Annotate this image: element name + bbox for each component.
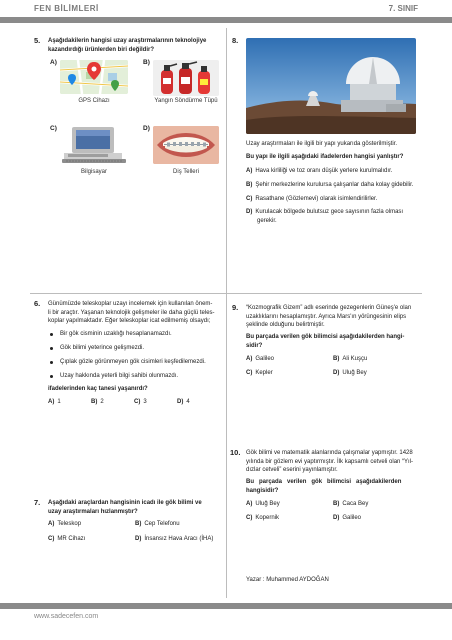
q9-question-line2: sidir? bbox=[246, 342, 263, 349]
gps-map-icon[interactable] bbox=[60, 60, 128, 94]
q6-option-a[interactable]: A) 1 bbox=[48, 399, 61, 405]
q6-bullet-4: Uzay hakkında yeterli bilgi sahibi olunmazdı. bbox=[60, 373, 178, 379]
footer-band bbox=[0, 603, 452, 609]
q10-stem-line2: yılında bir gözlem evi yaptırmıştır. İlk kapsamlı cetveli olan “Yıl- bbox=[246, 458, 414, 465]
q8-option-c[interactable] bbox=[246, 196, 377, 202]
q7-option-b[interactable]: B) Cep Telefonu bbox=[135, 521, 180, 527]
q5-stem-line2: kazandırdığı ürünlerden biri değildir? bbox=[48, 46, 155, 53]
q6-bullet-3: Çıplak gözle görünmeyen gök cisimleri keşfedilemezdi. bbox=[60, 359, 206, 365]
q7-option-c[interactable]: C) MR Cihazı bbox=[48, 536, 86, 542]
q9-option-a[interactable]: A) Galileo bbox=[246, 356, 275, 362]
q6-bullet-2: Gök bilimi yeterince gelişmezdi. bbox=[60, 345, 144, 351]
section-divider bbox=[30, 293, 422, 294]
page-header bbox=[0, 0, 452, 28]
q8-question: Bu yapı ile ilgili aşağıdaki ifadelerden hangisi yanlıştır? bbox=[246, 154, 404, 160]
bullet-dot bbox=[50, 361, 53, 364]
q6-number: 6. bbox=[34, 299, 41, 308]
q9-stem-line1: “Kozmografik Gizem” adlı eserinde gezegenlerin Güneş'e olan bbox=[246, 305, 412, 311]
grade-label: 7. SINIF bbox=[388, 4, 418, 13]
q10-stem-line3: dızlar cetveli” eserini yayınlamıştır. bbox=[246, 467, 338, 473]
q6-question: ifadelerinden kaç tanesi yaşanırdı? bbox=[48, 386, 148, 392]
q10-option-a[interactable]: A) Uluğ Bey bbox=[246, 501, 280, 507]
q10-number: 10. bbox=[230, 448, 241, 457]
q9-question-line1: Bu parçada verilen gök bilimcisi aşağıdakilerden hangi- bbox=[246, 334, 405, 340]
q9-option-c[interactable]: C) Kepler bbox=[246, 370, 273, 376]
q8-option-b-letter: B) bbox=[246, 182, 253, 188]
footer-url[interactable]: www.sadecefen.com bbox=[34, 613, 99, 620]
q8-option-d-text-cont: gerekir. bbox=[257, 218, 277, 224]
q8-number: 8. bbox=[232, 36, 239, 45]
q7-stem-line2: uzay araştırmaları hızlanmıştır? bbox=[48, 508, 138, 515]
q5-option-c-letter: C) bbox=[50, 125, 57, 132]
q8-option-a-text: Hava kirliliği ve toz oranı düşük yerlere kurulmalıdır. bbox=[255, 168, 393, 174]
q10-stem-line1: Gök bilimi ve matematik alanlarında çalışmalar yapmıştır. 1428 bbox=[246, 450, 413, 456]
author-credit: Yazar : Muhammed AYDOĞAN bbox=[246, 577, 329, 583]
q5-option-a-letter: A) bbox=[50, 59, 57, 66]
q8-option-b-text: Şehir merkezlerine kurulursa çalışanlar daha kolay gidebilir. bbox=[255, 182, 414, 188]
column-divider bbox=[226, 28, 227, 598]
q9-option-b[interactable]: B) Ali Kuşçu bbox=[333, 356, 368, 362]
q10-option-c[interactable]: C) Kopernik bbox=[246, 515, 280, 521]
bullet-dot bbox=[50, 347, 53, 350]
q5-option-b-letter: B) bbox=[143, 59, 150, 66]
q7-option-d[interactable]: D) İnsansız Hava Aracı (İHA) bbox=[135, 536, 214, 542]
q6-stem-line1: Günümüzde teleskoplar uzayı incelemek için kullanılan önem- bbox=[48, 301, 213, 307]
q8-option-b[interactable] bbox=[246, 182, 413, 188]
bullet-dot bbox=[50, 333, 53, 336]
q9-stem-line3: şeklinde olduğunu belirtmiştir. bbox=[246, 322, 325, 328]
subject-title: FEN BİLİMLERİ bbox=[34, 4, 99, 13]
q8-option-a[interactable] bbox=[246, 168, 392, 174]
q5-option-c-caption: Bilgisayar bbox=[80, 169, 107, 175]
q5-number: 5. bbox=[34, 36, 41, 45]
q9-option-d[interactable]: D) Uluğ Bey bbox=[333, 370, 367, 376]
q6-option-b[interactable]: B) 2 bbox=[91, 399, 104, 405]
q8-caption: Uzay araştırmaları ile ilgili bir yapı yukarıda gösterilmiştir. bbox=[246, 141, 398, 147]
fire-extinguisher-icon[interactable] bbox=[153, 60, 219, 96]
q6-stem-line2: li bir araçtır. Yaşanan teknolojik gelişmeler ile daha güçlü teles- bbox=[48, 309, 215, 316]
observatory-photo bbox=[246, 38, 416, 134]
q6-option-d[interactable]: D) 4 bbox=[177, 399, 190, 405]
q6-stem-line3: koplar yapılmaktadır. Eğer teleskoplar icat edilmemiş olsaydı; bbox=[48, 318, 211, 324]
q8-option-c-text: Rasathane (Gözlemevi) olarak isimlendirilirler. bbox=[255, 196, 378, 202]
computer-icon[interactable] bbox=[60, 126, 128, 164]
q10-question-line1: Bu parçada verilen gök bilimcisi aşağıdakilerden bbox=[246, 479, 402, 485]
q7-stem-line1: Aşağıdaki araçlardan hangisinin icadı ile gök bilimi ve bbox=[48, 500, 202, 506]
q8-option-a-letter: A) bbox=[246, 168, 253, 174]
q10-option-b[interactable]: B) Caca Bey bbox=[333, 501, 369, 507]
q9-stem-line2: uzaklıklarını hesaplamıştır. Ayrıca Mars'ın yörüngesinin elips bbox=[246, 313, 407, 320]
q5-option-b-caption: Yangın Söndürme Tüpü bbox=[154, 98, 218, 104]
header-band bbox=[0, 17, 452, 23]
q5-option-a-caption: GPS Cihazı bbox=[78, 98, 110, 104]
q5-option-d-letter: D) bbox=[143, 125, 150, 132]
bullet-dot bbox=[50, 375, 53, 378]
q9-number: 9. bbox=[232, 303, 239, 312]
q8-option-d-letter: D) bbox=[246, 209, 253, 215]
q6-option-c[interactable]: C) 3 bbox=[134, 399, 147, 405]
q10-question-line2: hangisidir? bbox=[246, 487, 279, 494]
braces-icon[interactable] bbox=[153, 126, 219, 164]
q10-option-d[interactable]: D) Galileo bbox=[333, 515, 362, 521]
q6-bullet-1: Bir gök cisminin uzaklığı hesaplanamazdı. bbox=[60, 331, 172, 337]
q8-option-d[interactable] bbox=[246, 209, 403, 215]
q7-number: 7. bbox=[34, 498, 41, 507]
q7-option-a[interactable]: A) Teleskop bbox=[48, 521, 82, 527]
q5-option-d-caption: Diş Telleri bbox=[173, 169, 199, 175]
q8-option-c-letter: C) bbox=[246, 196, 253, 202]
q8-option-d-text: Kurulacak bölgede bulutsuz gece sayısının fazla olması bbox=[255, 209, 404, 215]
q5-stem-line1: Aşağıdakilerin hangisi uzay araştırmalarının teknolojiye bbox=[48, 38, 207, 44]
